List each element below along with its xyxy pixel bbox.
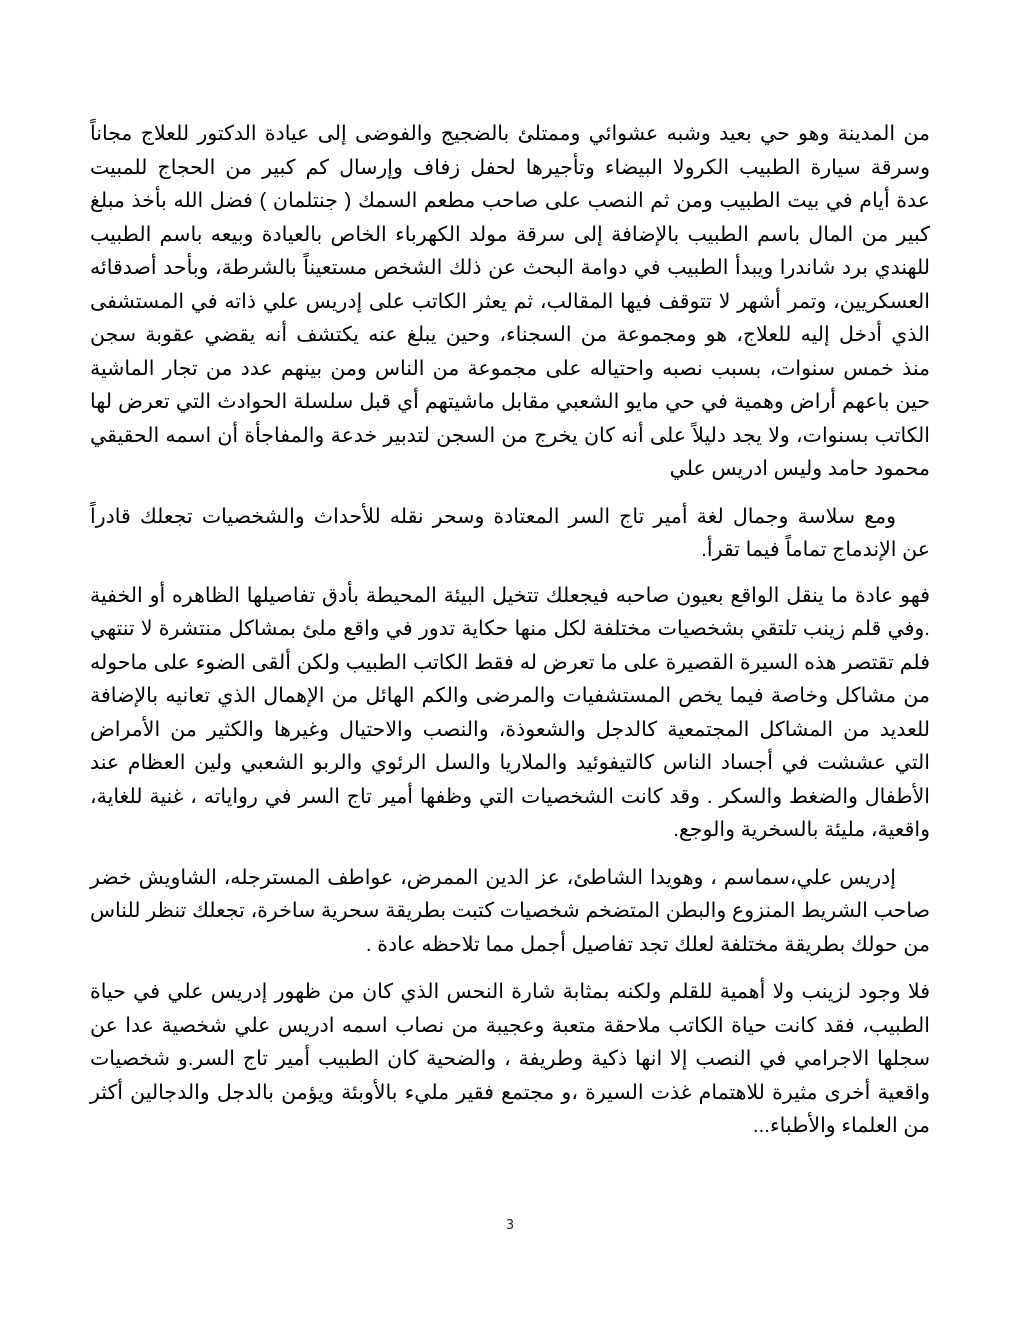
- text-line: حين باعهم أراض وهمية في حي مايو الشعبي مقابل ماشيتهم أي قبل سلسلة الحوادث التي تعرض لها: [90, 390, 930, 413]
- text-line: من مشاكل وخاصة فيما يخص المستشفيات والمرضى والكم الهائل من الإهمال الذي تعانيه بالإضافة: [90, 684, 930, 707]
- page-number: 3: [505, 1218, 515, 1233]
- text-line: من العلماء والأطباء...: [752, 1114, 930, 1137]
- text-line: سجلها الاجرامي في النصب إلا انها ذكية وطريفة ، والضحية كان الطبيب أمير تاج السر.و شخصيات: [90, 1047, 930, 1070]
- text-line: ومع سلاسة وجمال لغة أمير تاج السر المعتادة وسحر نقله للأحداث والشخصيات تجعلك قادراً: [90, 504, 896, 528]
- text-line: عدة أيام في بيت الطبيب ومن ثم النصب على صاحب مطعم السمك ( جنتلمان ) فضل الله بأخذ مبلغ: [90, 189, 930, 212]
- text-line: الأطفال والضغط والسكر . وقد كانت الشخصيات التي وظفها أمير تاج السر في رواياته ، غنية للغاية،: [90, 784, 930, 808]
- text-line: عن الإندماج تماماً فيما تقرأ.: [701, 538, 930, 561]
- paragraph-1: [90, 117, 930, 486]
- paragraph-5: [90, 975, 930, 1143]
- paragraph-2: [90, 500, 930, 567]
- text-line: من حولك بطريقة مختلفة لعلك تجد تفاصيل أجمل مما تلاحظه عادة .: [365, 932, 930, 956]
- document-page: [90, 117, 930, 1143]
- text-line: فهو عادة ما ينقل الواقع بعيون صاحبه فيجعلك تتخيل البيئة المحيطة بأدق تفاصيلها الظاهره أو الخفية: [90, 583, 930, 607]
- text-line: فلم تقتصر هذه السيرة القصيرة على ما تعرض له فقط الكاتب الطبيب ولكن ألقى الضوء على ماحوله: [90, 650, 930, 674]
- text-line: صاحب الشريط المنزوع والبطن المتضخم شخصيات كتبت بطريقة سحرية ساخرة، تجعلك تنظر للناس: [90, 899, 930, 922]
- text-line: للعديد من المشاكل المجتمعية كالدجل والشعوذة، والنصب والاحتيال وغيرها والكثير من الأمراض: [90, 717, 930, 741]
- text-line: واقعية، مليئة بالسخرية والوجع.: [673, 818, 930, 841]
- text-line: للهندي برد شاندرا ويبدأ الطبيب في دوامة البحث عن ذلك الشخص مستعيناً بالشرطة، وبأحد أصدقائه: [90, 256, 930, 279]
- paragraph-3: [90, 579, 930, 847]
- paragraph-4: [90, 861, 930, 962]
- text-line: من المدينة وهو حي بعيد وشبه عشوائي وممتلئ بالضجيج والفوضى إلى عيادة الدكتور للعلاج مجاناً: [90, 122, 930, 145]
- text-line: محمود حامد وليس ادريس علي: [669, 457, 930, 480]
- text-line: الكاتب بسنوات، ولا يجد دليلاً على أنه كان يخرج من السجن لتدبير خدعة والمفاجأة أن اسمه الحقيقي: [90, 423, 930, 447]
- text-line: وسرقة سيارة الطبيب الكرولا البيضاء وتأجيرها لحفل زفاف وإرسال كم كبير من الحجاج للمبيت: [90, 155, 930, 179]
- text-line: التي عششت في أجساد الناس كالتيفوئيد والملاريا والسل الرئوي والربو الشعبي ولين العظام عند: [90, 751, 930, 774]
- text-line: واقعية أخرى مثيرة للاهتمام غذت السيرة ،و مجتمع فقير مليء بالأوبئة ويؤمن بالدجل والدجالين أكثر: [90, 1080, 930, 1104]
- text-line: الذي أدخل إليه للعلاج، هو ومجموعة من السجناء، وحين يبلغ عنه يكتشف أنه يقضي عقوبة سجن: [90, 323, 930, 346]
- text-line: الطبيب، فقد كانت حياة الكاتب ملاحقة متعبة وعجيبة من نصاب اسمه ادريس علي شخصية عدا عن: [90, 1013, 930, 1037]
- text-line: كبير من المال باسم الطبيب بالإضافة إلى سرقة مولد الكهرباء الخاص بالعيادة وبيعه باسم الطبيب: [90, 222, 930, 246]
- text-line: منذ خمس سنوات، بسبب نصبه واحتياله على مجموعة من الناس ومن بينهم عدد من تجار الماشية: [90, 356, 930, 380]
- text-line: إدريس علي،سماسم ، وهويدا الشاطئ، عز الدين الممرض، عواطف المسترجله، الشاويش خضر: [90, 865, 896, 889]
- text-line: فلا وجود لزينب ولا أهمية للقلم ولكنه بمثابة شارة النحس الذي كان من ظهور إدريس علي في حياة: [90, 980, 930, 1003]
- text-line: .وفي قلم زينب تلتقي بشخصيات مختلفة لكل منها حكاية تدور في واقع ملئ بمشاكل منتشرة لا تنتهي: [90, 617, 930, 640]
- text-line: العسكريين، وتمر أشهر لا تتوقف فيها المقالب، ثم يعثر الكاتب على إدريس علي ذاته في المستشفى: [90, 289, 930, 313]
